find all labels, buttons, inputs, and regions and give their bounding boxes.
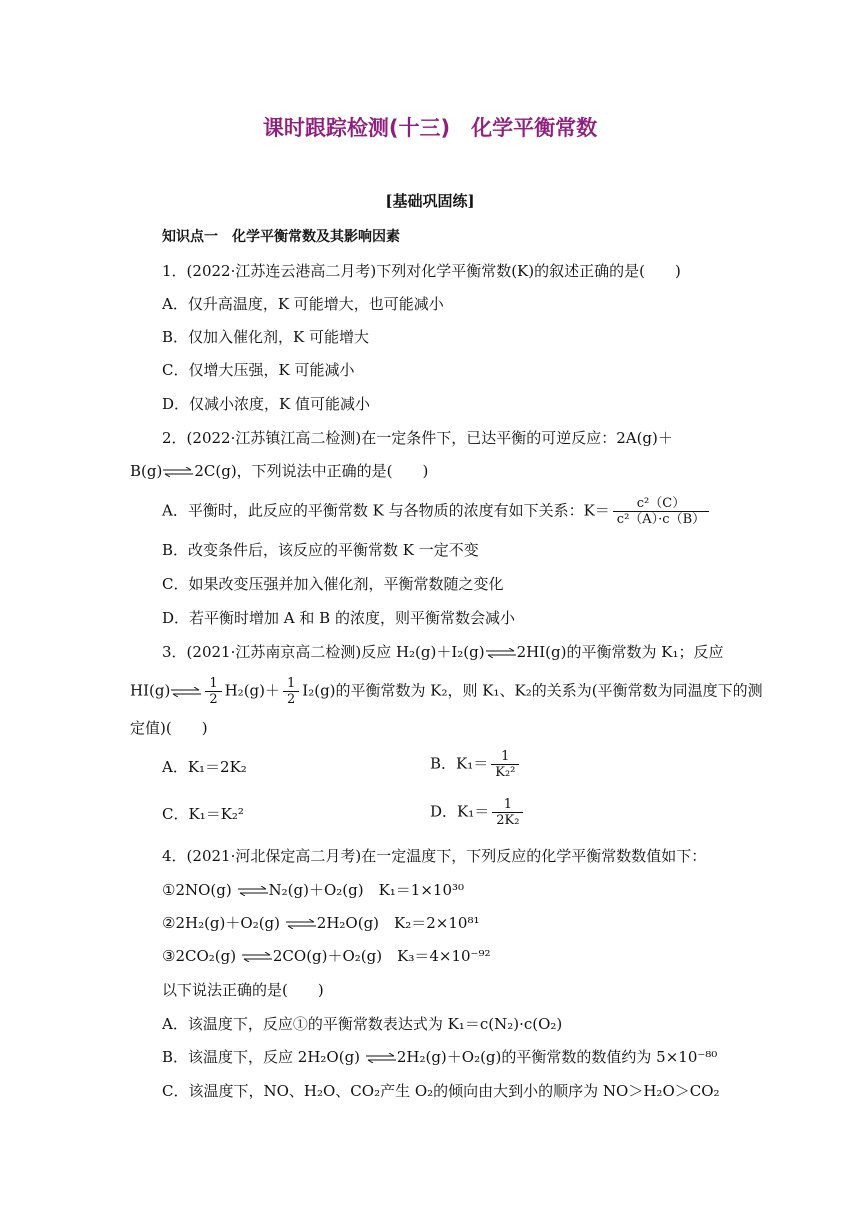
- q1-option-a: A．仅升高温度，K 可能增大，也可能减小: [162, 295, 444, 313]
- q2-option-a: [162, 496, 712, 527]
- q3-option-b-text: B．K₁＝: [430, 754, 489, 773]
- q4-option-b: [162, 1047, 717, 1067]
- equilibrium-arrow-icon: [163, 467, 193, 477]
- fraction-numerator: 1: [205, 676, 221, 692]
- q3-stem-part-d: H₂(g)＋: [224, 681, 280, 700]
- fraction-numerator: c²（C）: [613, 496, 709, 512]
- q4-reaction-3: [162, 946, 490, 966]
- q1-option-d: D．仅减小浓度，K 值可能减小: [162, 395, 371, 413]
- q2-stem-line1: 2．(2022·江苏镇江高二检测)在一定条件下，已达平衡的可逆反应：2A(g)＋: [162, 429, 673, 447]
- q4-ask: 以下说法正确的是( ): [162, 981, 324, 999]
- fraction-denominator: 2: [287, 692, 296, 707]
- reaction-3-left: ③2CO₂(g): [162, 947, 237, 965]
- q2-stem-part-a: B(g): [130, 462, 163, 480]
- q3-stem-line2: [130, 676, 763, 707]
- q3-stem-part-b: 2HI(g)的平衡常数为 K₁；反应: [516, 643, 724, 661]
- q2-stem-line2: [130, 461, 428, 481]
- fraction-numerator: 1: [283, 676, 299, 692]
- reaction-2-left: ②2H₂(g)＋O₂(g): [162, 914, 281, 932]
- q3-option-b-fraction: [491, 749, 519, 780]
- fraction-numerator: 1: [491, 749, 519, 765]
- fraction-denominator: 2: [209, 692, 218, 707]
- fraction-denominator: 2K₂: [496, 813, 520, 828]
- half-fraction: [205, 676, 221, 707]
- q3-option-b: [430, 749, 522, 780]
- q3-option-c: C．K₁＝K₂²: [162, 805, 244, 823]
- q3-stem-part-c: HI(g): [130, 681, 171, 700]
- q3-option-d-text: D．K₁＝: [430, 802, 490, 821]
- q4-option-c: C．该温度下，NO、H₂O、CO₂产生 O₂的倾向由大到小的顺序为 NO＞H₂O＞CO₂: [162, 1082, 720, 1100]
- equilibrium-constant-fraction: [613, 496, 709, 527]
- q4-option-b-left: B．该温度下，反应 2H₂O(g): [162, 1048, 361, 1066]
- q4-reaction-1: [162, 880, 464, 900]
- reaction-2-right: 2H₂O(g) K₂＝2×10⁸¹: [316, 914, 480, 932]
- q3-stem-line1: [162, 642, 723, 662]
- q3-stem-part-a: 3．(2021·江苏南京高二检测)反应 H₂(g)＋I₂(g): [162, 643, 485, 661]
- q3-option-a: A．K₁＝2K₂: [162, 758, 247, 776]
- q3-stem-line3: 定值)( ): [130, 719, 208, 737]
- q4-stem: 4．(2021·河北保定高二月考)在一定温度下，下列反应的化学平衡常数数值如下：: [162, 847, 707, 865]
- equilibrium-arrow-icon: [238, 886, 268, 896]
- q3-option-d-fraction: [492, 797, 523, 828]
- reaction-1-left: ①2NO(g): [162, 881, 232, 899]
- equilibrium-arrow-icon: [171, 687, 201, 697]
- q2-option-c: C．如果改变压强并加入催化剂，平衡常数随之变化: [162, 575, 504, 593]
- half-fraction: [283, 676, 299, 707]
- q1-option-b: B．仅加入催化剂，K 可能增大: [162, 328, 369, 346]
- equilibrium-arrow-icon: [286, 919, 316, 929]
- q1-option-c: C．仅增大压强，K 可能减小: [162, 361, 355, 379]
- equilibrium-arrow-icon: [242, 952, 272, 962]
- knowledge-point-heading: 知识点一 化学平衡常数及其影响因素: [162, 229, 400, 245]
- reaction-1-right: N₂(g)＋O₂(g) K₁＝1×10³⁰: [268, 881, 465, 899]
- equilibrium-arrow-icon: [486, 648, 516, 658]
- q4-option-b-right: 2H₂(g)＋O₂(g)的平衡常数的数值约为 5×10⁻⁸⁰: [396, 1048, 718, 1066]
- fraction-denominator: c²（A）·c（B）: [616, 512, 706, 527]
- q2-option-d: D．若平衡时增加 A 和 B 的浓度，则平衡常数会减小: [162, 609, 515, 627]
- q4-option-a: A．该温度下，反应①的平衡常数表达式为 K₁＝c(N₂)·c(O₂): [162, 1015, 563, 1033]
- q3-option-d: [430, 797, 526, 828]
- q4-reaction-2: [162, 913, 479, 933]
- equilibrium-arrow-icon: [366, 1053, 396, 1063]
- reaction-3-right: 2CO(g)＋O₂(g) K₃＝4×10⁻⁹²: [272, 947, 491, 965]
- fraction-numerator: 1: [492, 797, 523, 813]
- q2-option-a-text: A．平衡时，此反应的平衡常数 K 与各物质的浓度有如下关系：K＝: [162, 501, 610, 520]
- q2-option-b: B．改变条件后，该反应的平衡常数 K 一定不变: [162, 541, 479, 559]
- page-title: 课时跟踪检测(十三) 化学平衡常数: [262, 116, 598, 140]
- fraction-denominator: K₂²: [495, 765, 516, 780]
- q1-stem: 1．(2022·江苏连云港高二月考)下列对化学平衡常数(K)的叙述正确的是( ): [162, 262, 681, 280]
- q2-stem-part-b: 2C(g)，下列说法中正确的是( ): [194, 462, 429, 480]
- section-heading: [基础巩固练]: [385, 192, 475, 210]
- q3-stem-part-e: I₂(g)的平衡常数为 K₂，则 K₁、K₂的关系为(平衡常数为同温度下的测: [302, 681, 763, 700]
